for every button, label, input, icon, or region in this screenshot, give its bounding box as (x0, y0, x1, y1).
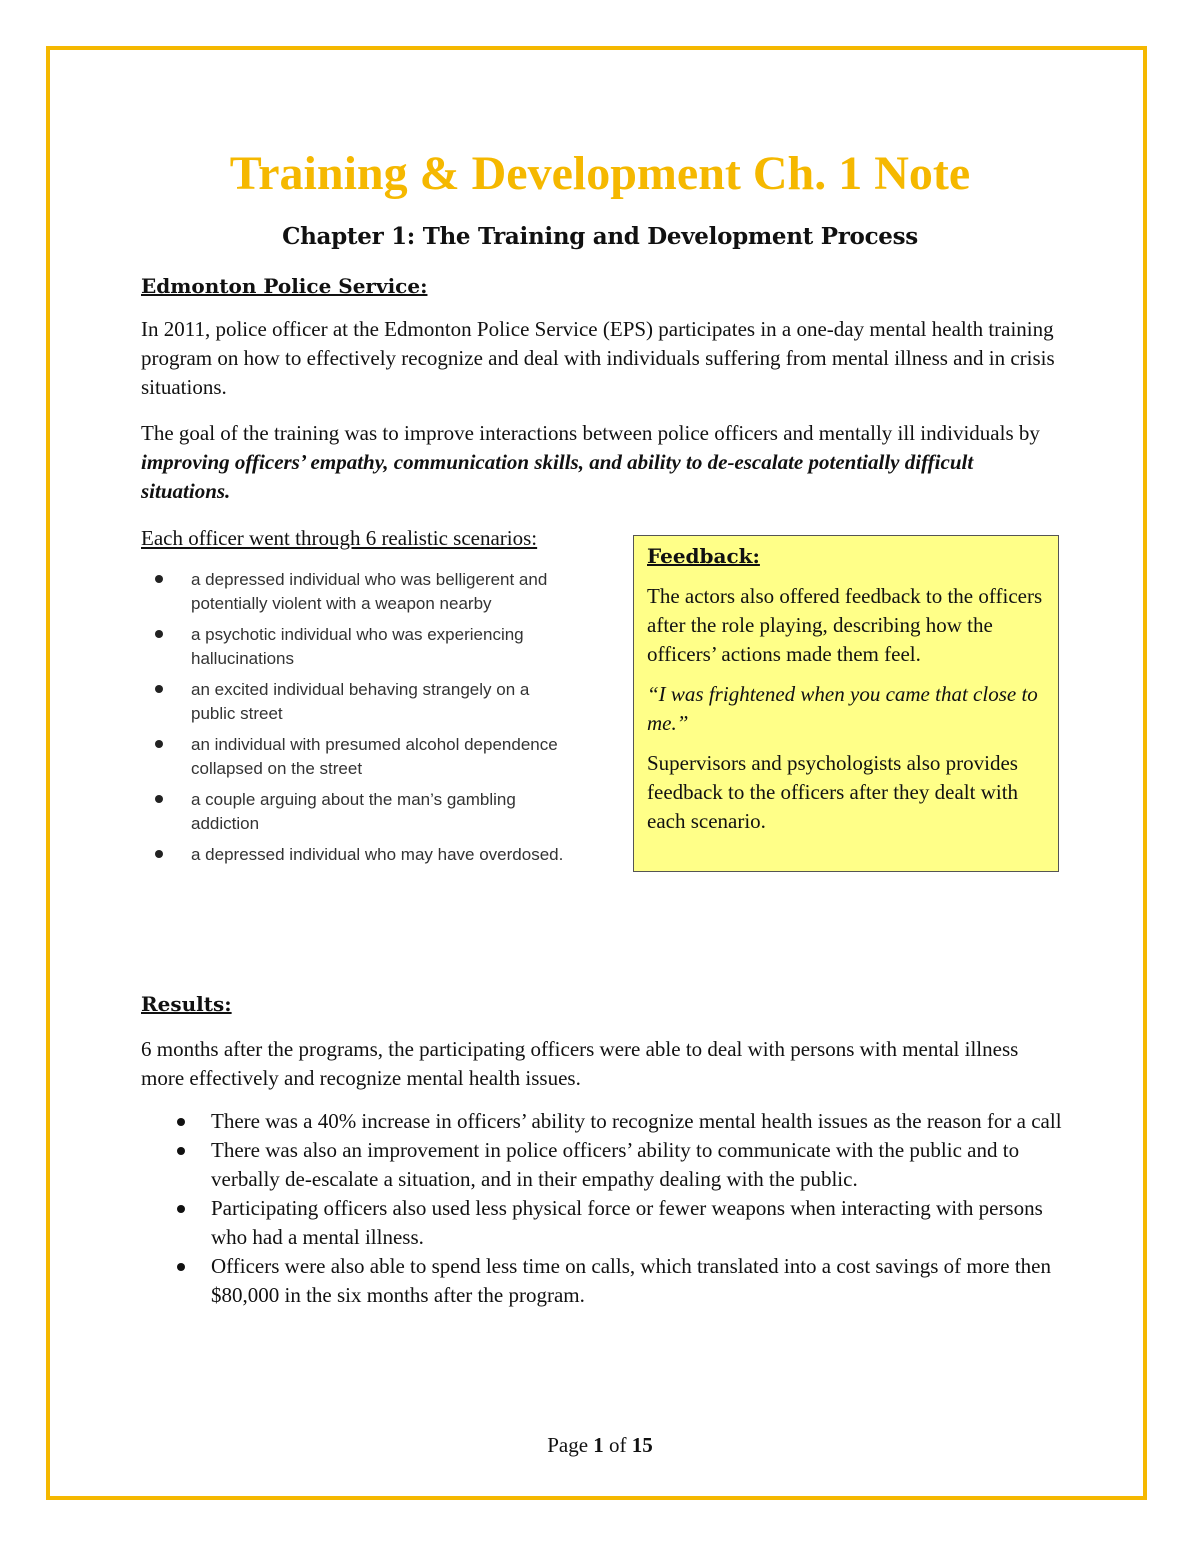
list-item (150, 568, 570, 616)
result-text: Officers were also able to spend less time on calls, which translated into a cost savings of more then $80,000 in the six months after the program. (211, 1254, 1051, 1307)
page-prefix: Page (547, 1433, 589, 1457)
result-text: Participating officers also used less physical force or fewer weapons when interacting with persons who had a mental illness. (211, 1196, 1043, 1249)
list-item (150, 623, 570, 671)
scenario-text: a psychotic individual who was experiencing hallucinations (191, 625, 524, 668)
chapter-subtitle: Chapter 1: The Training and Development Process (282, 223, 918, 250)
bullet-icon (177, 1205, 185, 1213)
bullet-icon (155, 630, 163, 638)
feedback-quote: “I was frightened when you came that close to me.” (647, 682, 1038, 735)
current-page: 1 (593, 1433, 604, 1457)
feedback-text: The actors also offered feedback to the officers after the role playing, describing how the officers’ actions made them feel. (647, 584, 1043, 666)
list-item (150, 733, 570, 781)
total-pages: 15 (631, 1433, 653, 1457)
bullet-icon (177, 1147, 185, 1155)
list-item (150, 843, 570, 867)
goal-emphasis-text: improving officers’ empathy, communication skills, and ability to de-escalate potentially difficult situations. (141, 450, 974, 503)
result-text: There was a 40% increase in officers’ ability to recognize mental health issues as the reason for a call (211, 1109, 1062, 1133)
eps-heading: Edmonton Police Service: (141, 274, 428, 298)
bullet-icon (177, 1118, 185, 1126)
results-heading: Results: (141, 992, 232, 1016)
eps-goal-paragraph (141, 419, 1066, 506)
bullet-icon (177, 1263, 185, 1271)
scenario-text: a depressed individual who may have overdosed. (191, 845, 564, 864)
feedback-callout (633, 535, 1059, 872)
eps-intro-paragraph: In 2011, police officer at the Edmonton Police Service (EPS) participates in a one-day mental health training program on how to effectively recognize and deal with individuals suffering from mental illness and in crisis situations. (141, 317, 1055, 399)
list-item (141, 1107, 1071, 1136)
page-number-footer (0, 1431, 1200, 1460)
results-list (141, 1107, 1071, 1310)
results-intro-paragraph: 6 months after the programs, the participating officers were able to deal with persons with mental illness more effectively and recognize mental health issues. (141, 1037, 1019, 1090)
list-item (141, 1136, 1071, 1194)
list-item (150, 678, 570, 726)
feedback-heading: Feedback: (647, 544, 760, 568)
page-title: Training & Development Ch. 1 Note (229, 147, 971, 200)
bullet-icon (155, 575, 163, 583)
list-item (150, 788, 570, 836)
result-text: There was also an improvement in police officers’ ability to communicate with the public and to verbally de-escalate a situation, and in their empathy dealing with the public. (211, 1138, 1020, 1191)
page-separator: of (609, 1433, 627, 1457)
feedback-supervisors-text: Supervisors and psychologists also provides feedback to the officers after they dealt with each scenario. (647, 751, 1019, 833)
scenario-text: an individual with presumed alcohol dependence collapsed on the street (191, 735, 558, 778)
scenario-text: a couple arguing about the man’s gambling addiction (191, 790, 516, 833)
bullet-icon (155, 685, 163, 693)
bullet-icon (155, 795, 163, 803)
goal-plain-text: The goal of the training was to improve interactions between police officers and mentally ill individuals by (141, 421, 1040, 445)
list-item (141, 1194, 1071, 1252)
scenario-text: an excited individual behaving strangely on a public street (191, 680, 530, 723)
bullet-icon (155, 740, 163, 748)
scenarios-label: Each officer went through 6 realistic scenarios: (141, 526, 538, 550)
bullet-icon (155, 850, 163, 858)
scenarios-list (150, 568, 570, 874)
list-item (141, 1252, 1071, 1310)
scenario-text: a depressed individual who was belligerent and potentially violent with a weapon nearby (191, 570, 548, 613)
